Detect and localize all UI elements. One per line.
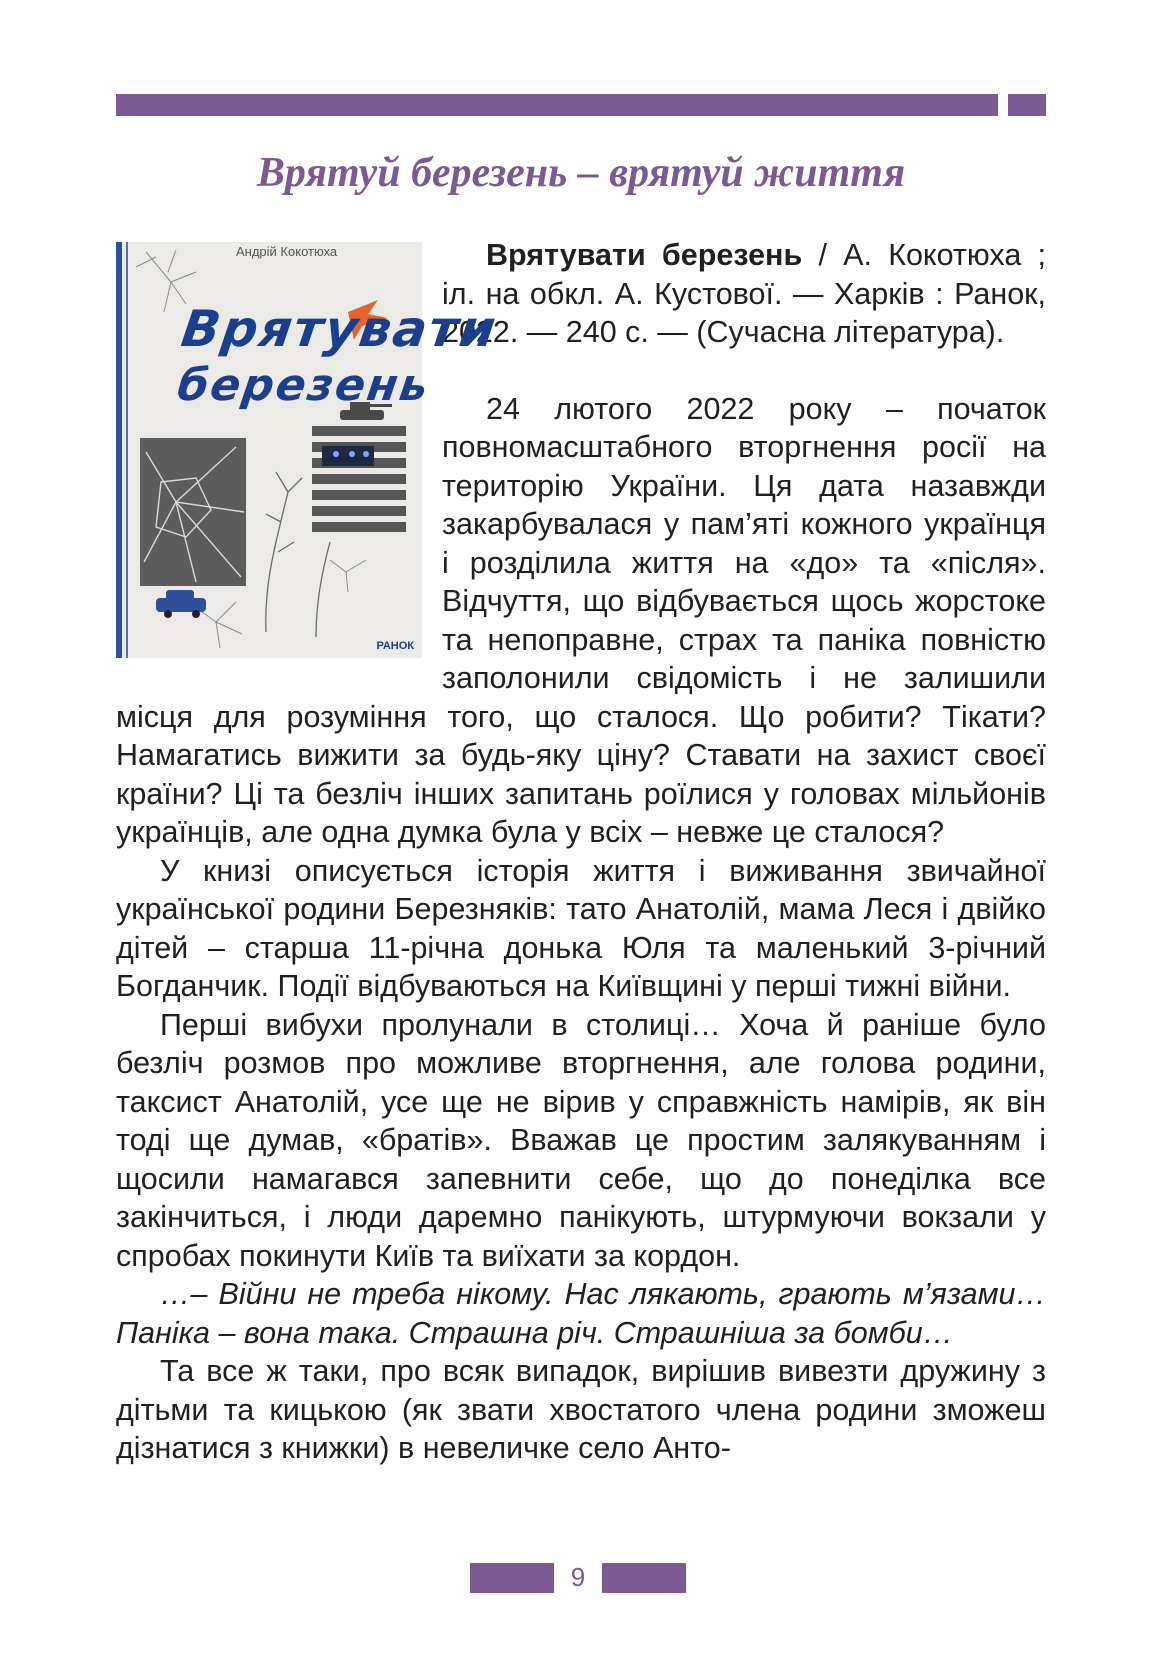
paragraph-4: Та все ж таки, про всяк випадок, вирішив вивезти дружину з дітьми та кицькою (як звати хвостатого члена родини зможеш дізнатися з книжки) в невеличке село Анто- — [116, 1354, 1046, 1465]
page-title: Врятуй березень – врятуй життя — [256, 150, 906, 196]
header-rule-short — [1008, 94, 1046, 116]
footer-rule-right — [602, 1563, 686, 1593]
cover-title-line2: березень — [174, 360, 434, 411]
page-number: 9 — [570, 1562, 586, 1592]
cover-title-line1: Врятувати — [177, 300, 502, 358]
biblio-title: Врятувати березень — [486, 238, 803, 272]
header-rule-long — [116, 94, 998, 116]
cover-publisher-logo: РАНОК — [376, 640, 414, 652]
paragraph-1: 24 лютого 2022 року – початок повномасштабного вторгнення росії на територію України. Ця дата назавжди закарбувалася у пам’яті кожного українця і розділила життя на «до» та «після». Відчуття, що відбувається щось жорстоке та непоправне, страх та паніка повністю заполонили свідомість і не залишили місця для розуміння того, що сталося. Що робити? Тікати? Намагатись вижити за будь-яку ціну? Ставати на захист своєї країни? Ці та безліч інших запитань роїлися у головах мільйонів українців, але одна думка була у всіх – невже це сталося? — [116, 391, 1046, 849]
paragraph-2: У книзі описується історія життя і виживання звичайної української родини Березняків: тато Анатолій, мама Леся і двійко дітей – старша 11-річна донька Юля та маленький 3-річний Богданчик. Події відбуваються на Київщині у перші тижні війни. — [116, 853, 1046, 1003]
biblio-details: / А. Кокотюха ; іл. на обкл. А. Кустової. — Харків : Ранок, 2022. — 240 с. — (Сучасна література). — [442, 238, 1046, 349]
cover-author: Андрій Кокотюха — [236, 244, 338, 259]
footer-rule-left — [470, 1563, 554, 1593]
quote-paragraph: …– Війни не треба нікому. Нас лякають, грають м’язами… Паніка – вона така. Страшна річ. Страшніша за бомби… — [116, 1277, 1046, 1350]
book-cover-image — [116, 242, 502, 658]
paragraph-3: Перші вибухи пролунали в столиці… Хоча й раніше було безліч розмов про можливе вторгнення, але голова родини, таксист Анатолій, усе ще не вірив у справжність намірів, як він тоді ще думав, «братів». Вважав це простим залякуванням і щосили намагався запевнити себе, що до понеділка все закінчиться, і люди даремно панікують, штурмуючи вокзали у спробах покинути Київ та виїхати за кордон. — [116, 1007, 1046, 1273]
article-body — [116, 236, 1046, 1468]
